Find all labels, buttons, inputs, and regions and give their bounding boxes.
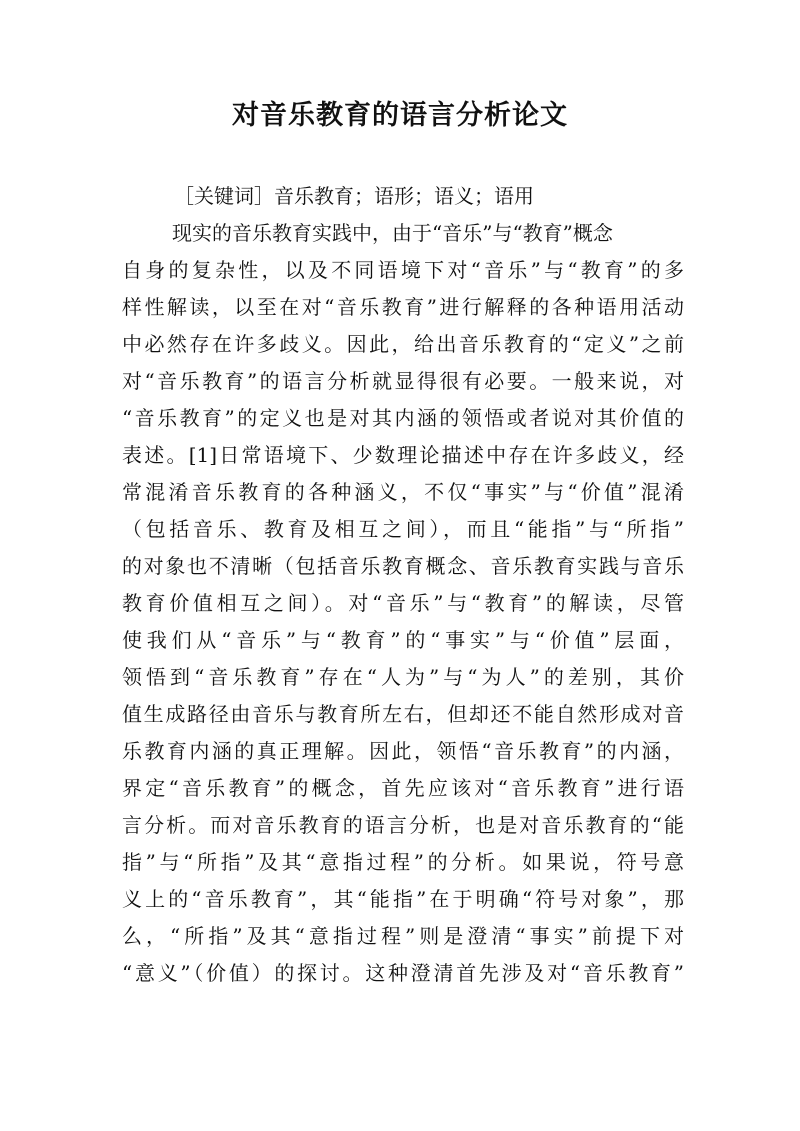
paragraph-line: “意义”（价值）的探讨。这种澄清首先涉及对“音乐教育” [122, 961, 684, 985]
paragraph-line: 教育价值相互之间）。对“音乐”与“教育”的解读，尽管 [122, 591, 684, 615]
paragraph-line: 对“音乐教育”的语言分析就显得很有必要。一般来说，对 [122, 369, 684, 393]
paragraph-line: 义上的“音乐教育”，其“能指”在于明确“符号对象”，那 [122, 887, 684, 911]
paragraph-line: 乐教育内涵的真正理解。因此，领悟“音乐教育”的内涵， [122, 739, 684, 763]
paragraph-line: 指”与“所指”及其“意指过程”的分析。如果说，符号意 [122, 850, 684, 874]
paragraph-line: 的对象也不清晰（包括音乐教育概念、音乐教育实践与音乐 [122, 554, 684, 578]
document-title: 对音乐教育的语言分析论文 [232, 100, 568, 131]
paragraph-line: 言分析。而对音乐教育的语言分析，也是对音乐教育的“能 [122, 813, 684, 837]
keywords-line: ［关键词］音乐教育；语形；语义；语用 [174, 184, 534, 208]
document-body [122, 178, 684, 992]
paragraph-line: 现实的音乐教育实践中，由于“音乐”与“教育”概念 [172, 221, 613, 245]
paragraph-line: 中必然存在许多歧义。因此，给出音乐教育的“定义”之前 [122, 332, 684, 356]
paragraph-line: 自身的复杂性，以及不同语境下对“音乐”与“教育”的多 [122, 258, 684, 282]
paragraph-line: 领悟到“音乐教育”存在“人为”与“为人”的差别，其价 [122, 665, 684, 689]
paragraph-line: 值生成路径由音乐与教育所左右，但却还不能自然形成对音 [122, 702, 684, 726]
paragraph-line: 常混淆音乐教育的各种涵义，不仅“事实”与“价值”混淆 [122, 480, 684, 504]
paragraph-line: “音乐教育”的定义也是对其内涵的领悟或者说对其价值的 [122, 406, 684, 430]
paragraph-line: 么，“所指”及其“意指过程”则是澄清“事实”前提下对 [122, 924, 684, 948]
paragraph-line: 使我们从“音乐”与“教育”的“事实”与“价值”层面， [122, 628, 684, 652]
paragraph-line: 界定“音乐教育”的概念，首先应该对“音乐教育”进行语 [122, 776, 684, 800]
paragraph-line: 样性解读，以至在对“音乐教育”进行解释的各种语用活动 [122, 295, 684, 319]
paragraph-line: （包括音乐、教育及相互之间），而且“能指”与“所指” [122, 517, 684, 541]
paragraph-line: 表述。[1]日常语境下、少数理论描述中存在许多歧义，经 [122, 443, 684, 467]
